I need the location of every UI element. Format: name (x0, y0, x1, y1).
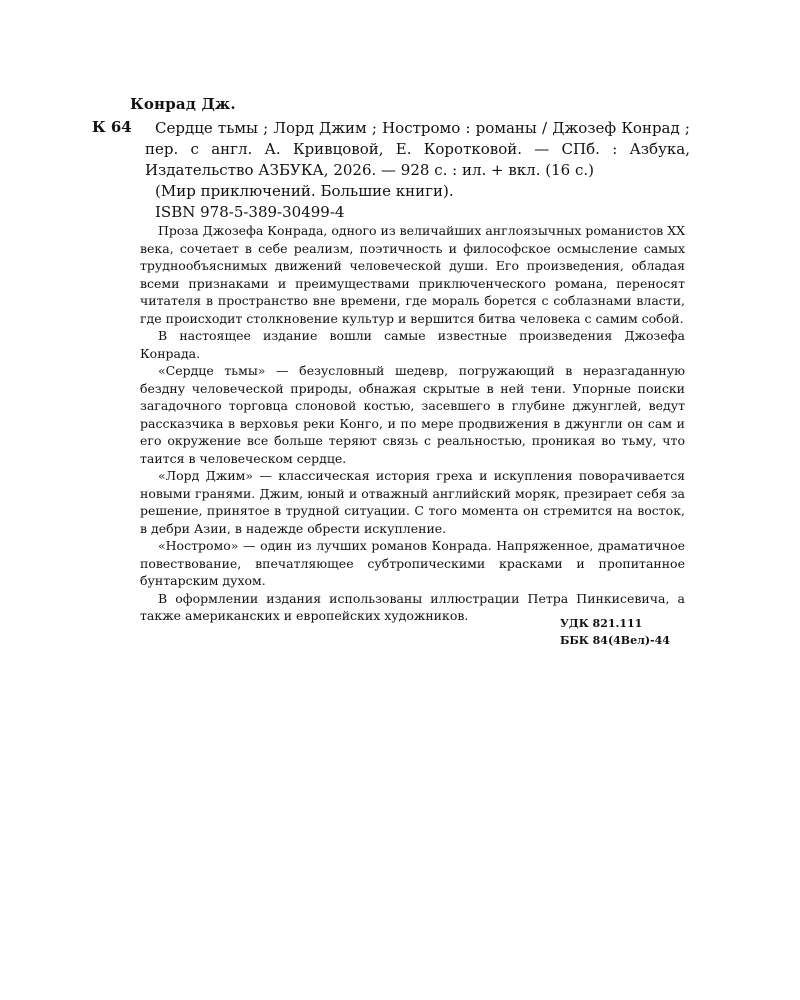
annotation-paragraph: «Лорд Джим» — классическая история греха и искупления поворачивается новыми гранями. Джим, юный и отважный английский моряк, презирает себя за решение, принятое в трудной ситуации. С того момента он стремится на восток, в дебри Азии, в надежде обрести искупление. (140, 468, 685, 536)
annotation-paragraph: «Ностромо» — один из лучших романов Конрада. Напряженное, драматичное повествование, впечатляющее субтропическими красками и пропитанное бунтарским духом. (140, 538, 685, 588)
annotation-paragraph: В настоящее издание вошли самые известные произведения Джозефа Конрада. (140, 328, 685, 361)
series-title: (Мир приключений. Большие книги). (155, 182, 454, 200)
bbk-index: ББК 84(4Вел)-44 (560, 634, 670, 647)
isbn: ISBN 978-5-389-30499-4 (155, 203, 345, 221)
catalog-code: К 64 (92, 118, 132, 136)
bibliographic-description: Сердце тьмы ; Лорд Джим ; Ностромо : романы / Джозеф Конрад ; пер. с англ. А. Кривцовой, Е. Коротковой. — СПб. : Азбука, Издательство АЗБУКА, 2026. — 928 с. : ил. + вкл. (16 с.) (145, 119, 690, 179)
author-heading: Конрад Дж. (130, 95, 236, 113)
annotation-paragraph: В оформлении издания использованы иллюстрации Петра Пинкисевича, а также американских и европейских художников. (140, 590, 685, 623)
annotation-paragraph: «Сердце тьмы» — безусловный шедевр, погружающий в неразгаданную бездну человеческой природы, обнажая скрытые в ней тени. Упорные поиски загадочного торговца слоновой костью, засевшего в глубине джунглей, ведут рассказчика в верховья реки Конго, и по мере продвижения в джунгли он сам и его окружение все больше теряют связь с реальностью, проникая во тьму, что таится в человеческом сердце. (140, 363, 685, 466)
annotation-paragraph: Проза Джозефа Конрада, одного из величайших англоязычных романистов XX века, сочетает в себе реализм, поэтичность и философское осмысление самых труднообъяснимых движений человеческой души. Его произведения, обладая всеми признаками и преимуществами приключенческого романа, переносят читателя в пространство вне времени, где мораль борется с соблазнами власти, где происходит столкновение культур и вершится битва человека с самим собой. (140, 223, 685, 326)
classification-indices (560, 615, 670, 649)
udk-index: УДК 821.111 (560, 617, 643, 630)
annotation (140, 222, 685, 625)
